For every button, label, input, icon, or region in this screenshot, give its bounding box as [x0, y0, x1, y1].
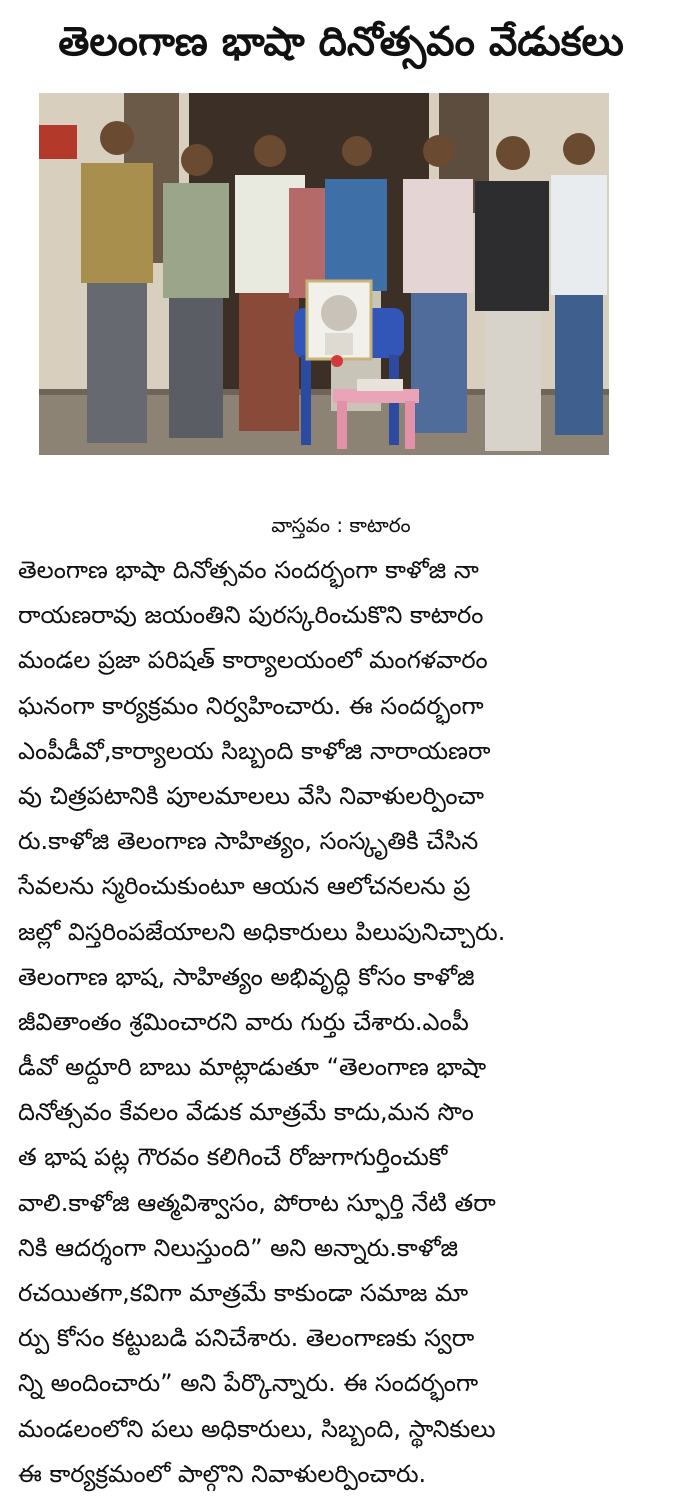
body-line: వాలి.కాళోజి ఆత్మవిశ్వాసం, పోరాట స్ఫూర్తి నేటి తరా [18, 1188, 496, 1217]
body-line: దినోత్సవం కేవలం వేడుక మాత్రమే కాదు,మన సొం [18, 1098, 474, 1127]
photo-red-box [39, 125, 77, 159]
body-line: ఎంపీడీవో,కార్యాలయ సిబ్బంది కాళోజి నారాయణరా [18, 736, 491, 765]
body-line: తెలంగాణ భాషా దినోత్సవం సందర్భంగా కాళోజి నా [18, 556, 479, 584]
photo-illustration [39, 93, 609, 455]
body-line: ర్పు కోసం కట్టుబడి పనిచేశారు. తెలంగాణకు స్వరా [18, 1324, 475, 1353]
body-line: సేవలను స్మరించుకుంటూ ఆయన ఆలోచనలను ప్ర [18, 872, 471, 901]
body-line: జీవితాంతం శ్రమించారని వారు గుర్తు చేశారు.ఎంపీ [18, 1007, 469, 1036]
body-line: డీవో అద్దూరి బాబు మాట్లాడుతూ “తెలంగాణ భాషా [18, 1053, 487, 1082]
body-line: ఘనంగా కార్యక్రమం నిర్వహించారు. ఈ సందర్భంగా [18, 691, 484, 720]
event-photo [39, 93, 609, 455]
body-line: జల్లో విస్తరింపజేయాలని అధికారులు పిలుపునిచ్చారు. [18, 917, 506, 946]
headline: తెలంగాణ భాషా దినోత్సవం వేడుకలు [58, 19, 624, 65]
body-line: తెలంగాణ భాష, సాహిత్యం అభివృద్ధి కోసం కాళోజి [18, 962, 475, 991]
body-line: రాయణరావు జయంతిని పురస్కరించుకొని కాటారం [18, 601, 484, 630]
dateline: వాస్తవం : కాటారం [271, 513, 411, 537]
body-line: ఈ కార్యక్రమంలో పాల్గొని నివాళులర్పించారు. [18, 1459, 427, 1488]
body-line: మండలంలోని పలు అధికారులు, సిబ్బంది, స్థానికులు [18, 1414, 496, 1443]
body-line: మండల ప్రజా పరిషత్ కార్యాలయంలో మంగళవారం [18, 646, 488, 675]
body-line: రచయితగా,కవిగా మాత్రమే కాకుండా సమాజ మా [18, 1279, 469, 1307]
article-body [18, 548, 668, 1497]
body-line: న్ని అందించారు” అని పేర్కొన్నారు. ఈ సందర్భంగా [18, 1369, 479, 1398]
body-line: త భాష పట్ల గౌరవం కలిగించే రోజుగాగుర్తించుకో [18, 1143, 448, 1172]
body-line: వు చిత్రపటానికి పూలమాలలు వేసి నివాళులర్పించా [18, 781, 484, 810]
body-line: నికి ఆదర్శంగా నిలుస్తుంది” అని అన్నారు.కాళోజి [18, 1233, 459, 1262]
body-line: రు.కాళోజి తెలంగాణ సాహిత్యం, సంస్కృతికి చేసిన [18, 827, 479, 856]
